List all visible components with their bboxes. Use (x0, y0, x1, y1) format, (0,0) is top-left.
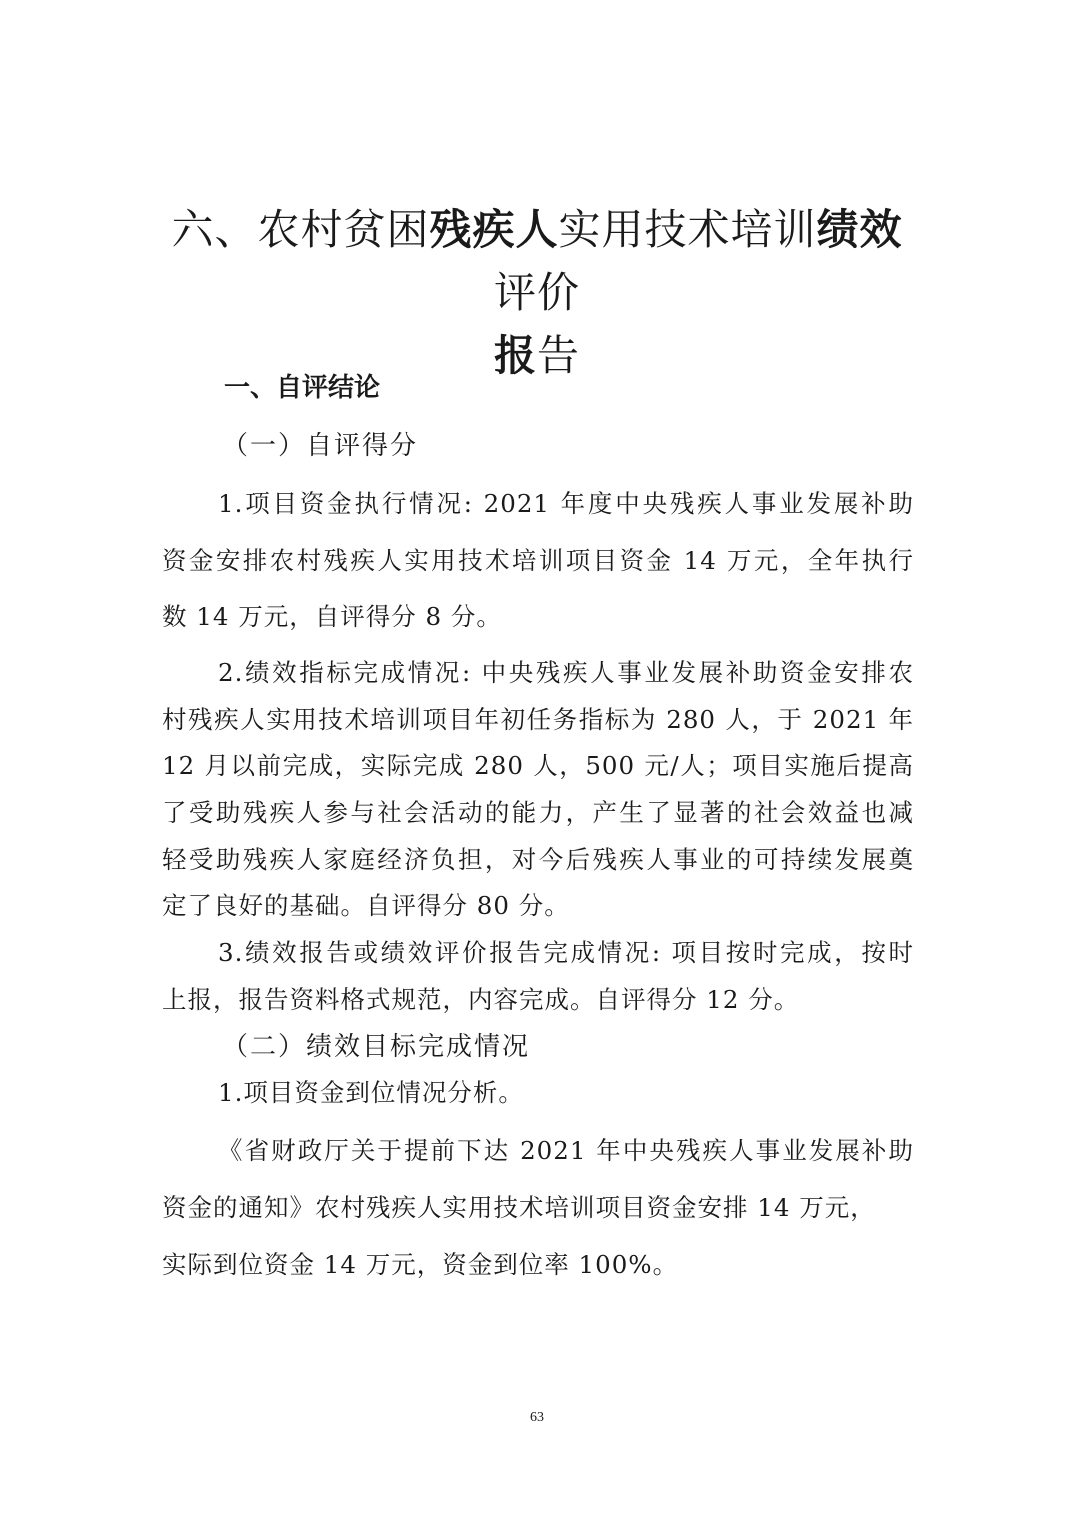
title-segment: 评价 (493, 268, 580, 317)
title-line-1 (150, 198, 924, 324)
title-segment: 告 (537, 331, 581, 380)
paragraph-line: 数 14 万元，自评得分 8 分。 (162, 602, 502, 631)
title-segment-bold: 绩效 (816, 205, 903, 254)
document-title (150, 198, 924, 387)
page-number: 63 (530, 1410, 544, 1425)
paragraph-line: 1.项目资金到位情况分析。 (218, 1078, 524, 1107)
paragraph-line: 定了良好的基础。自评得分 80 分。 (162, 891, 570, 920)
paragraph-line: 上报，报告资料格式规范，内容完成。自评得分 12 分。 (162, 985, 800, 1014)
paragraph-line: 《省财政厅关于提前下达 2021 年中央残疾人事业发展补助 (218, 1136, 914, 1165)
section-heading: 一、自评结论 (224, 373, 381, 403)
title-segment: 六、农村贫困 (171, 205, 430, 254)
title-segment-bold: 残疾人 (429, 205, 559, 254)
paragraph-line: 1.项目资金执行情况: 2021 年度中央残疾人事业发展补助 (218, 489, 914, 518)
paragraph-line: 2.绩效指标完成情况: 中央残疾人事业发展补助资金安排农 (218, 658, 914, 687)
paragraph-line: 轻受助残疾人家庭经济负担，对今后残疾人事业的可持续发展奠 (162, 845, 914, 874)
subsection-heading-targets: （二）绩效目标完成情况 (222, 1032, 531, 1062)
paragraph-line: 资金的通知》农村残疾人实用技术培训项目资金安排 14 万元， (162, 1193, 876, 1222)
subsection-heading-score: （一）自评得分 (222, 431, 419, 461)
paragraph-line: 资金安排农村残疾人实用技术培训项目资金 14 万元，全年执行 (162, 546, 914, 575)
title-segment: 实用技术培训 (558, 205, 817, 254)
title-segment-bold: 报 (493, 331, 537, 380)
paragraph-line: 实际到位资金 14 万元，资金到位率 100%。 (162, 1250, 679, 1279)
paragraph-line: 了受助残疾人参与社会活动的能力，产生了显著的社会效益也减 (162, 798, 914, 827)
paragraph-line: 3.绩效报告或绩效评价报告完成情况: 项目按时完成，按时 (218, 938, 914, 967)
paragraph-line: 12 月以前完成，实际完成 280 人，500 元/人；项目实施后提高 (162, 751, 914, 780)
paragraph-line: 村残疾人实用技术培训项目年初任务指标为 280 人，于 2021 年 (162, 705, 914, 734)
